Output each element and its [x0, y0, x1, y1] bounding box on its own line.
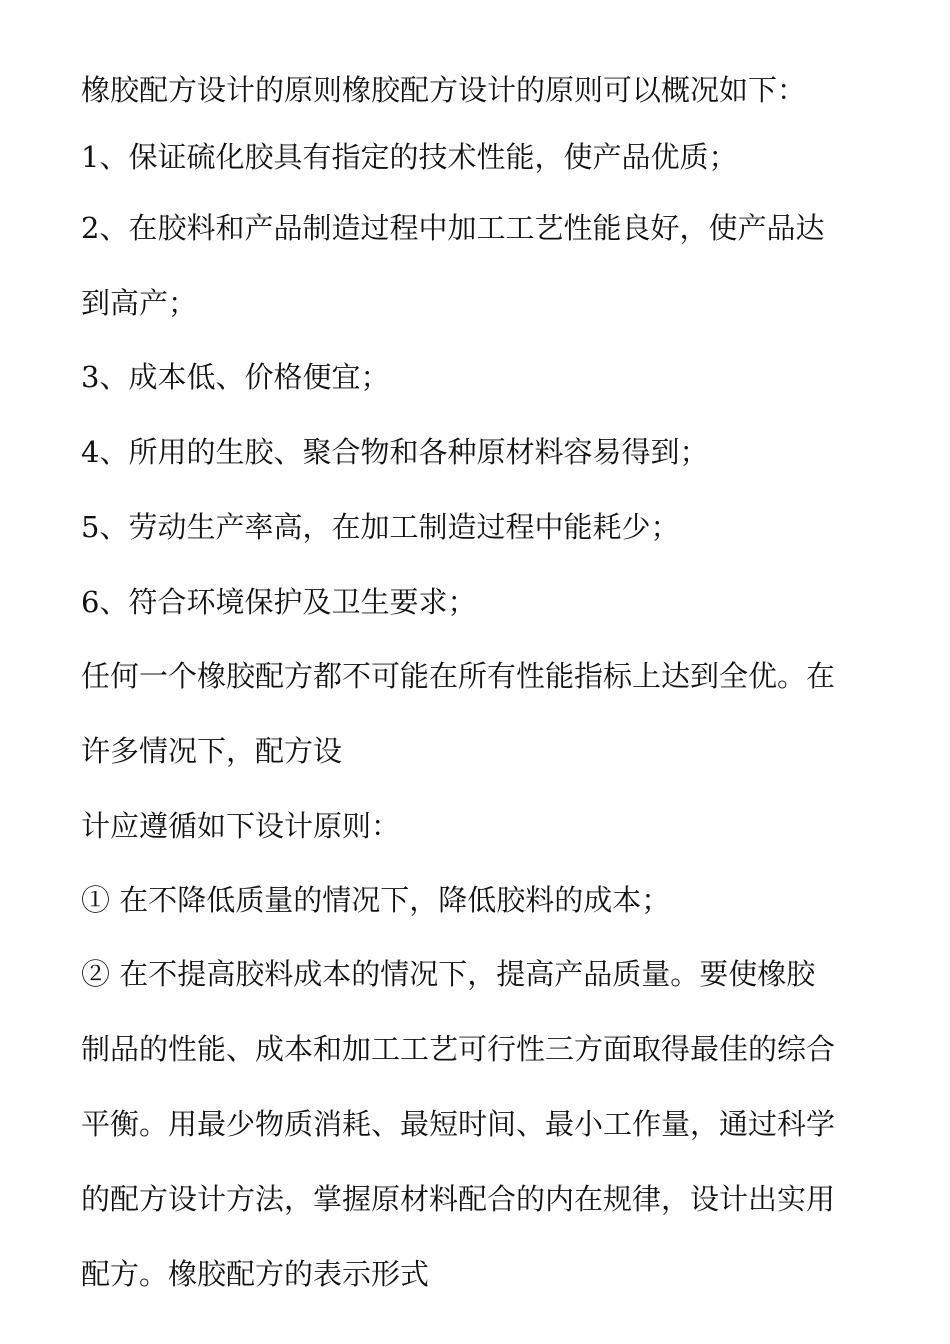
- text-line: 橡胶配方设计的原则橡胶配方设计的原则可以概况如下：: [81, 73, 807, 107]
- text-line: 配方。橡胶配方的表示形式: [81, 1257, 430, 1291]
- text-line: 计应遵循如下设计原则：: [81, 809, 401, 843]
- text-line: 许多情况下，配方设: [81, 734, 343, 768]
- text-line: 平衡。用最少物质消耗、最短时间、最小工作量，通过科学: [81, 1107, 836, 1141]
- text-line: ① 在不降低质量的情况下，降低胶料的成本；: [81, 883, 671, 917]
- text-line: 3、成本低、价格便宜；: [81, 360, 390, 394]
- text-line: 到高产；: [81, 286, 198, 320]
- text-line: 2、在胶料和产品制造过程中加工工艺性能良好，使产品达: [81, 211, 825, 245]
- text-line: ② 在不提高胶料成本的情况下，提高产品质量。要使橡胶: [81, 957, 816, 991]
- text-line: 制品的性能、成本和加工工艺可行性三方面取得最佳的综合: [81, 1032, 836, 1066]
- text-line: 1、保证硫化胶具有指定的技术性能，使产品优质；: [81, 140, 738, 174]
- text-line: 的配方设计方法，掌握原材料配合的内在规律，设计出实用: [81, 1182, 836, 1216]
- text-line: 5、劳动生产率高，在加工制造过程中能耗少；: [81, 510, 680, 544]
- text-line: 6、符合环境保护及卫生要求；: [81, 585, 477, 619]
- text-line: 任何一个橡胶配方都不可能在所有性能指标上达到全优。在: [81, 659, 836, 693]
- text-line: 4、所用的生胶、聚合物和各种原材料容易得到；: [81, 435, 709, 469]
